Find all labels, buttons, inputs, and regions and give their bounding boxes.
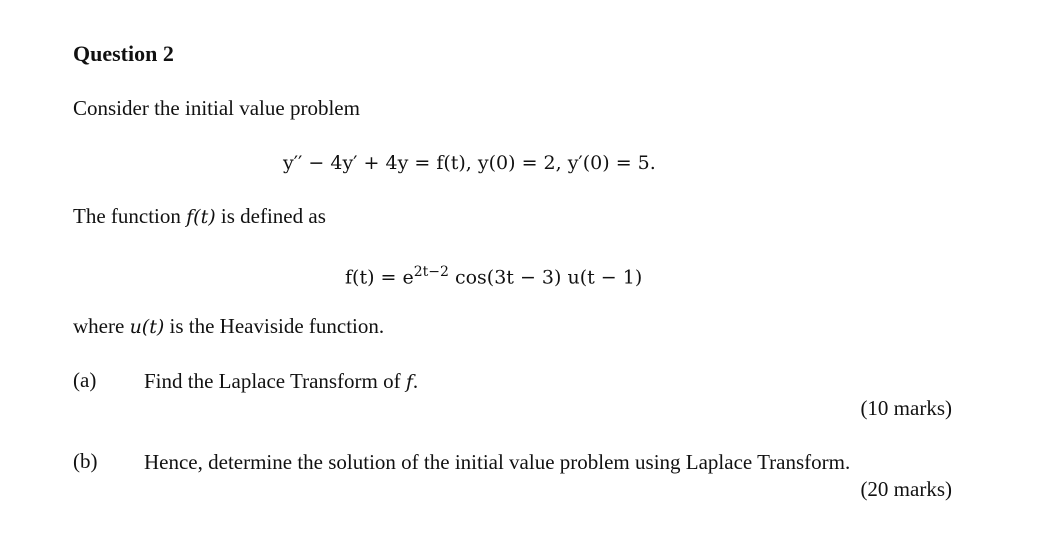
function-intro: [73, 203, 326, 230]
question-title: Question 2: [73, 41, 174, 66]
function-symbol: f(t): [186, 206, 216, 228]
function-def-rhs: cos(3t − 3) u(t − 1): [448, 266, 643, 289]
function-intro-post: is defined as: [220, 204, 326, 228]
function-definition: [345, 259, 642, 290]
part-a-marks: (10 marks): [860, 396, 952, 420]
part-a-body: Find the Laplace Transform of: [144, 369, 401, 393]
part-a-suffix: .: [412, 369, 419, 393]
ode-equation: y′′ − 4y′ + 4y = f(t), y(0) = 2, y′(0) = 5.: [283, 152, 656, 174]
part-a-label: (a): [73, 368, 97, 392]
part-b-text: Hence, determine the solution of the initial value problem using Laplace Transform.: [144, 450, 851, 474]
heaviside-post: is the Heaviside function.: [169, 314, 385, 338]
intro-text: Consider the initial value problem: [73, 96, 360, 120]
part-a-text: [144, 368, 418, 395]
function-intro-pre: The function: [73, 204, 181, 228]
part-a-symbol: f: [405, 371, 413, 393]
part-b-marks: (20 marks): [860, 477, 952, 501]
function-def-exponent: 2t−2: [413, 264, 449, 280]
heaviside-pre: where: [73, 314, 125, 338]
function-def-lhs: f(t) = e: [345, 266, 414, 289]
heaviside-note: [73, 313, 384, 340]
part-b-label: (b): [73, 449, 98, 473]
heaviside-symbol: u(t): [129, 316, 165, 338]
